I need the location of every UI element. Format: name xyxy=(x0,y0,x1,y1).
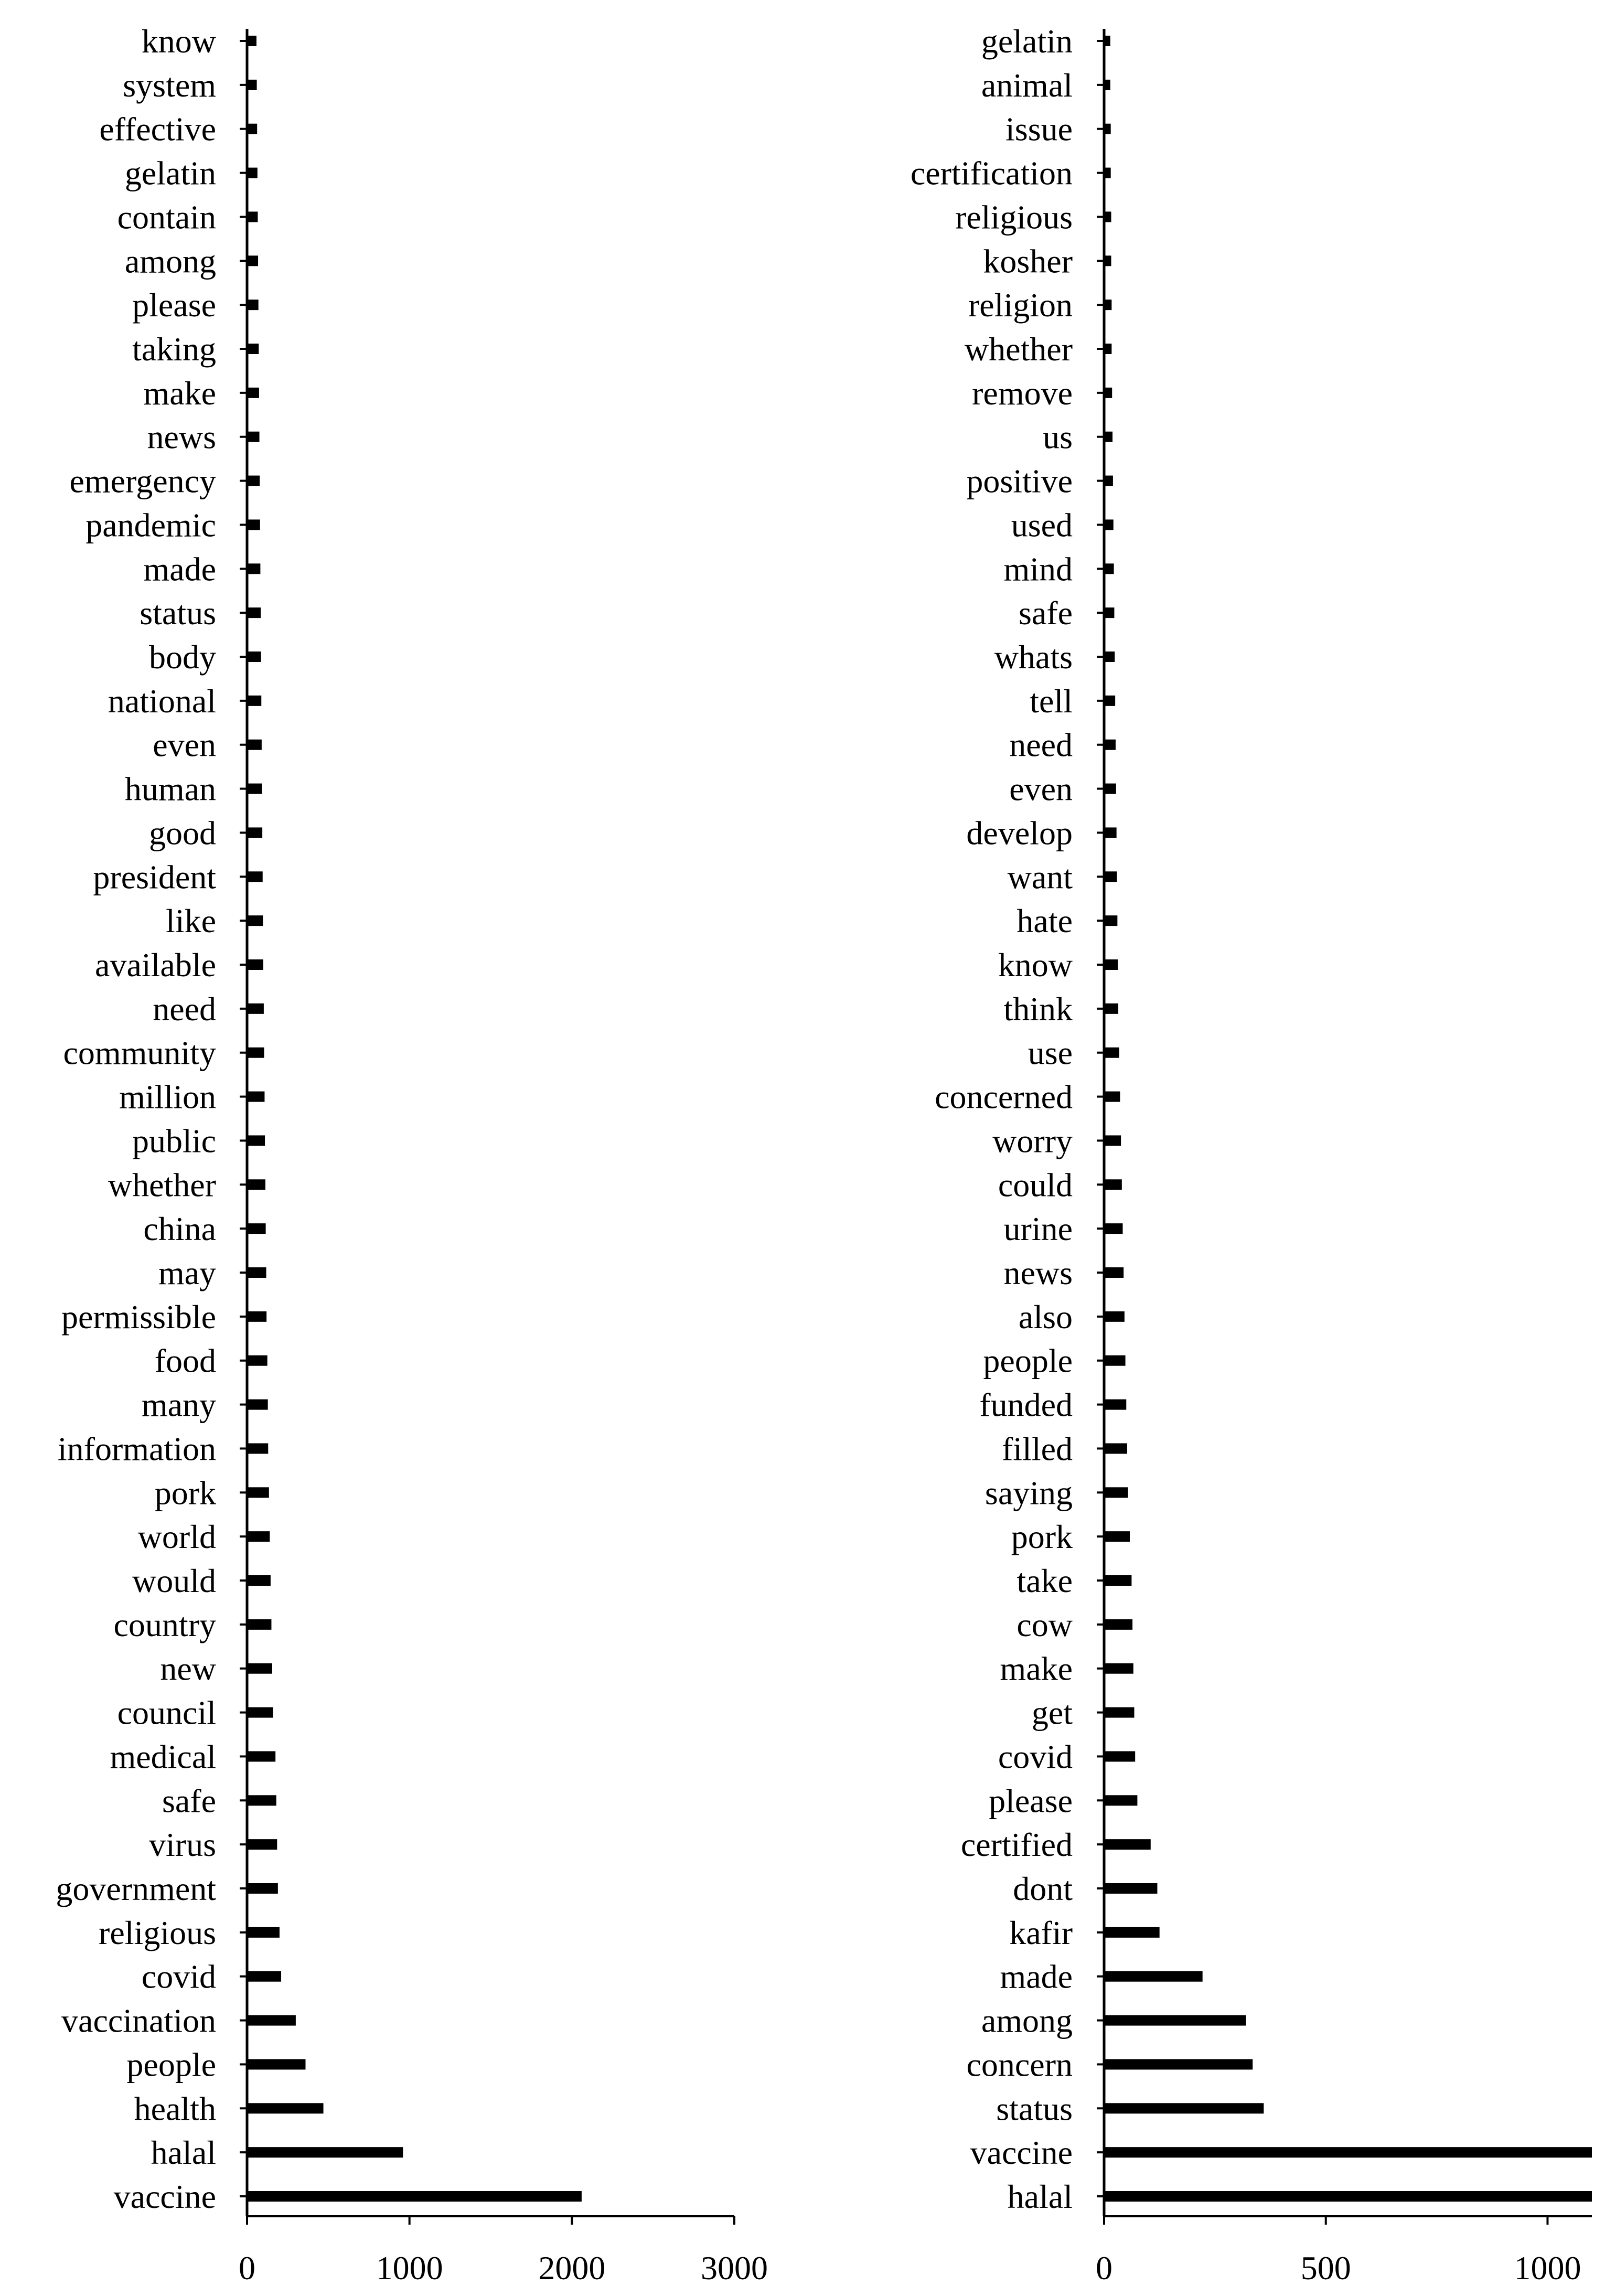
left-bar-make xyxy=(247,388,259,398)
right-category-label: filled xyxy=(1001,1430,1073,1468)
left-category-label: effective xyxy=(99,110,216,148)
left-bar-know xyxy=(247,36,256,46)
left-category-label: emergency xyxy=(69,462,216,500)
right-category-label: vaccine xyxy=(970,2134,1073,2172)
right-category-label: news xyxy=(1003,1254,1073,1291)
left-bar-country xyxy=(247,1619,271,1630)
right-category-label: made xyxy=(1000,1958,1073,1995)
left-category-label: gelatin xyxy=(124,154,216,192)
left-bar-emergency xyxy=(247,476,260,486)
left-bar-contain xyxy=(247,211,258,222)
left-category-label: permissible xyxy=(61,1298,216,1336)
left-category-label: information xyxy=(57,1430,216,1468)
left-category-label: vaccine xyxy=(113,2178,216,2215)
right-bar-urine xyxy=(1104,1223,1123,1234)
left-bar-council xyxy=(247,1707,273,1718)
left-category-label: million xyxy=(119,1078,216,1116)
left-bar-may xyxy=(247,1267,266,1278)
right-category-label: whether xyxy=(964,330,1073,368)
left-category-label: need xyxy=(153,990,216,1028)
left-bar-taking xyxy=(247,344,259,354)
right-category-label: issue xyxy=(1005,110,1073,148)
left-category-label: please xyxy=(132,286,216,324)
right-bar-dont xyxy=(1104,1883,1157,1894)
right-category-label: dont xyxy=(1013,1870,1073,1907)
left-category-label: president xyxy=(93,858,216,896)
left-category-label: contain xyxy=(117,198,216,236)
left-category-label: system xyxy=(123,66,216,104)
right-category-label: could xyxy=(998,1166,1073,1204)
right-bar-safe xyxy=(1104,607,1114,618)
left-category-label: council xyxy=(117,1694,216,1732)
left-category-label: covid xyxy=(141,1958,216,1995)
right-category-label: mind xyxy=(1003,550,1073,588)
right-category-label: want xyxy=(1007,858,1073,896)
left-category-label: even xyxy=(153,726,216,764)
left-category-label: food xyxy=(154,1342,216,1380)
right-bar-used xyxy=(1104,519,1114,530)
left-category-label: among xyxy=(124,242,216,280)
right-category-label: covid xyxy=(998,1738,1073,1776)
right-bar-made xyxy=(1104,1971,1203,1982)
left-bar-food xyxy=(247,1355,268,1366)
left-bar-president xyxy=(247,871,263,882)
left-category-label: safe xyxy=(162,1782,216,1820)
right-category-label: make xyxy=(1000,1650,1073,1688)
left-bar-available xyxy=(247,959,263,970)
left-bar-effective xyxy=(247,124,257,134)
right-category-label: kosher xyxy=(983,242,1073,280)
right-category-label: urine xyxy=(1003,1210,1073,1248)
left-bar-made xyxy=(247,563,260,574)
right-category-label: take xyxy=(1016,1562,1073,1599)
left-category-label: public xyxy=(132,1122,216,1160)
left-bar-chart xyxy=(56,23,768,2287)
right-bar-cow xyxy=(1104,1619,1132,1630)
right-bar-concern xyxy=(1104,2059,1253,2069)
right-bar-among xyxy=(1104,2015,1246,2026)
right-bar-gelatin xyxy=(1104,36,1110,46)
left-bar-status xyxy=(247,607,261,618)
left-category-label: taking xyxy=(132,330,216,368)
right-category-label: need xyxy=(1009,726,1073,764)
right-bar-whether xyxy=(1104,344,1111,354)
right-bar-issue xyxy=(1104,124,1111,134)
right-bar-even xyxy=(1104,784,1116,794)
left-category-label: world xyxy=(137,1518,216,1556)
left-bar-need xyxy=(247,1003,264,1014)
right-category-label: people xyxy=(983,1342,1073,1380)
left-bar-pork xyxy=(247,1487,269,1498)
right-category-label: cow xyxy=(1016,1606,1073,1643)
left-category-label: whether xyxy=(108,1166,216,1204)
left-x-tick-label: 1000 xyxy=(376,2249,443,2287)
left-category-label: new xyxy=(160,1650,216,1688)
right-bar-develop xyxy=(1104,827,1117,838)
right-category-label: develop xyxy=(966,814,1073,852)
right-category-label: remove xyxy=(972,374,1073,412)
left-category-label: health xyxy=(134,2090,216,2128)
left-bar-community xyxy=(247,1048,264,1058)
right-category-label: gelatin xyxy=(981,23,1073,60)
left-x-tick-label: 2000 xyxy=(538,2249,606,2287)
left-category-label: available xyxy=(95,946,216,984)
right-bar-pork xyxy=(1104,1531,1130,1542)
right-category-label: saying xyxy=(985,1474,1073,1512)
right-bar-kosher xyxy=(1104,255,1111,266)
right-category-label: hate xyxy=(1016,902,1073,940)
right-bar-certified xyxy=(1104,1839,1151,1850)
right-category-label: concern xyxy=(966,2046,1073,2084)
right-category-label: certified xyxy=(960,1826,1073,1864)
left-bar-new xyxy=(247,1663,272,1674)
right-bar-take xyxy=(1104,1575,1131,1586)
left-bar-good xyxy=(247,827,262,838)
right-bar-animal xyxy=(1104,80,1110,90)
right-bar-religious xyxy=(1104,211,1111,222)
left-category-label: body xyxy=(149,638,216,676)
right-category-label: concerned xyxy=(935,1078,1073,1116)
left-bar-world xyxy=(247,1531,270,1542)
left-category-label: community xyxy=(63,1034,216,1072)
right-bar-use xyxy=(1104,1048,1119,1058)
right-bar-mind xyxy=(1104,563,1114,574)
right-category-label: worry xyxy=(992,1122,1073,1160)
left-bar-would xyxy=(247,1575,271,1586)
left-bar-public xyxy=(247,1135,265,1146)
left-category-label: make xyxy=(143,374,216,412)
right-bar-also xyxy=(1104,1311,1125,1322)
right-bar-get xyxy=(1104,1707,1134,1718)
left-x-tick-label: 0 xyxy=(239,2249,255,2287)
left-bar-china xyxy=(247,1223,266,1234)
right-category-label: get xyxy=(1031,1694,1073,1732)
right-category-label: animal xyxy=(981,66,1073,104)
right-bar-chart xyxy=(911,23,1592,2287)
right-x-tick-label: 500 xyxy=(1300,2249,1351,2287)
left-bar-many xyxy=(247,1400,268,1410)
left-bar-virus xyxy=(247,1839,277,1850)
left-x-tick-label: 3000 xyxy=(701,2249,768,2287)
right-bar-want xyxy=(1104,871,1117,882)
right-category-label: kafir xyxy=(1009,1914,1073,1951)
right-category-label: use xyxy=(1028,1034,1073,1072)
right-category-label: us xyxy=(1043,418,1073,456)
right-bar-saying xyxy=(1104,1487,1128,1498)
left-bar-system xyxy=(247,80,257,90)
left-category-label: status xyxy=(140,594,216,632)
left-bar-people xyxy=(247,2059,305,2069)
left-bar-among xyxy=(247,255,258,266)
right-category-label: even xyxy=(1009,770,1073,808)
right-bar-hate xyxy=(1104,915,1117,926)
right-category-label: tell xyxy=(1030,682,1073,720)
right-category-label: certification xyxy=(910,154,1073,192)
right-x-tick-label: 1000 xyxy=(1514,2249,1581,2287)
left-bar-covid xyxy=(247,1971,281,1982)
left-category-label: would xyxy=(132,1562,216,1599)
right-bar-think xyxy=(1104,1003,1118,1014)
left-category-label: national xyxy=(108,682,216,720)
left-bar-vaccination xyxy=(247,2015,296,2026)
left-bar-vaccine xyxy=(247,2191,582,2202)
right-category-label: positive xyxy=(966,462,1073,500)
right-bar-religion xyxy=(1104,300,1111,310)
left-category-label: may xyxy=(158,1254,216,1291)
left-bar-government xyxy=(247,1883,278,1894)
left-bar-information xyxy=(247,1443,268,1454)
right-category-label: religious xyxy=(955,198,1073,236)
right-bar-news xyxy=(1104,1267,1124,1278)
left-bar-please xyxy=(247,300,259,310)
left-category-label: human xyxy=(124,770,216,808)
left-bar-medical xyxy=(247,1751,275,1761)
left-category-label: medical xyxy=(110,1738,216,1776)
left-category-label: virus xyxy=(149,1826,216,1864)
left-bar-pandemic xyxy=(247,519,260,530)
right-bar-vaccine xyxy=(1104,2147,1592,2158)
right-category-label: think xyxy=(1003,990,1073,1028)
right-category-label: religion xyxy=(968,286,1073,324)
left-bar-million xyxy=(247,1092,264,1102)
right-category-label: pork xyxy=(1011,1518,1073,1556)
left-bar-religious xyxy=(247,1927,280,1938)
right-bar-halal xyxy=(1104,2191,1592,2202)
left-category-label: country xyxy=(113,1606,216,1643)
left-bar-safe xyxy=(247,1795,276,1806)
right-bar-whats xyxy=(1104,652,1115,662)
left-category-label: religious xyxy=(99,1914,216,1951)
right-category-label: among xyxy=(981,2002,1073,2039)
right-bar-worry xyxy=(1104,1135,1121,1146)
right-category-label: whats xyxy=(994,638,1073,676)
left-bar-even xyxy=(247,740,262,750)
left-bar-health xyxy=(247,2103,324,2113)
right-bar-kafir xyxy=(1104,1927,1160,1938)
right-category-label: funded xyxy=(979,1386,1073,1424)
right-bar-filled xyxy=(1104,1443,1127,1454)
right-bar-please xyxy=(1104,1795,1137,1806)
right-category-label: safe xyxy=(1018,594,1073,632)
left-category-label: government xyxy=(56,1870,216,1907)
left-category-label: people xyxy=(126,2046,216,2084)
right-category-label: also xyxy=(1018,1298,1073,1336)
left-category-label: know xyxy=(141,23,216,60)
left-category-label: halal xyxy=(151,2134,216,2172)
left-category-label: news xyxy=(147,418,216,456)
left-category-label: good xyxy=(149,814,216,852)
left-category-label: made xyxy=(143,550,216,588)
right-bar-tell xyxy=(1104,696,1115,706)
right-x-tick-label: 0 xyxy=(1096,2249,1112,2287)
right-bar-concerned xyxy=(1104,1092,1120,1102)
right-bar-status xyxy=(1104,2103,1264,2113)
right-bar-could xyxy=(1104,1179,1122,1190)
left-bar-permissible xyxy=(247,1311,266,1322)
left-bar-human xyxy=(247,784,262,794)
left-bar-like xyxy=(247,915,263,926)
right-category-label: please xyxy=(989,1782,1073,1820)
right-category-label: halal xyxy=(1007,2178,1073,2215)
right-category-label: know xyxy=(998,946,1073,984)
right-bar-people xyxy=(1104,1355,1126,1366)
left-bar-body xyxy=(247,652,261,662)
left-category-label: vaccination xyxy=(61,2002,216,2039)
left-bar-whether xyxy=(247,1179,265,1190)
right-bar-know xyxy=(1104,959,1118,970)
left-category-label: china xyxy=(143,1210,216,1248)
left-bar-halal xyxy=(247,2147,403,2158)
right-bar-us xyxy=(1104,432,1112,442)
right-bar-positive xyxy=(1104,476,1113,486)
right-bar-need xyxy=(1104,740,1116,750)
right-bar-certification xyxy=(1104,168,1111,178)
right-category-label: used xyxy=(1011,506,1073,544)
right-bar-remove xyxy=(1104,388,1112,398)
left-bar-news xyxy=(247,432,260,442)
right-category-label: status xyxy=(996,2090,1073,2128)
left-category-label: many xyxy=(141,1386,216,1424)
left-category-label: like xyxy=(166,902,216,940)
right-bar-make xyxy=(1104,1663,1133,1674)
left-bar-national xyxy=(247,696,261,706)
right-bar-covid xyxy=(1104,1751,1135,1761)
left-category-label: pandemic xyxy=(85,506,216,544)
left-bar-gelatin xyxy=(247,168,258,178)
left-category-label: pork xyxy=(154,1474,216,1512)
right-bar-funded xyxy=(1104,1400,1126,1410)
